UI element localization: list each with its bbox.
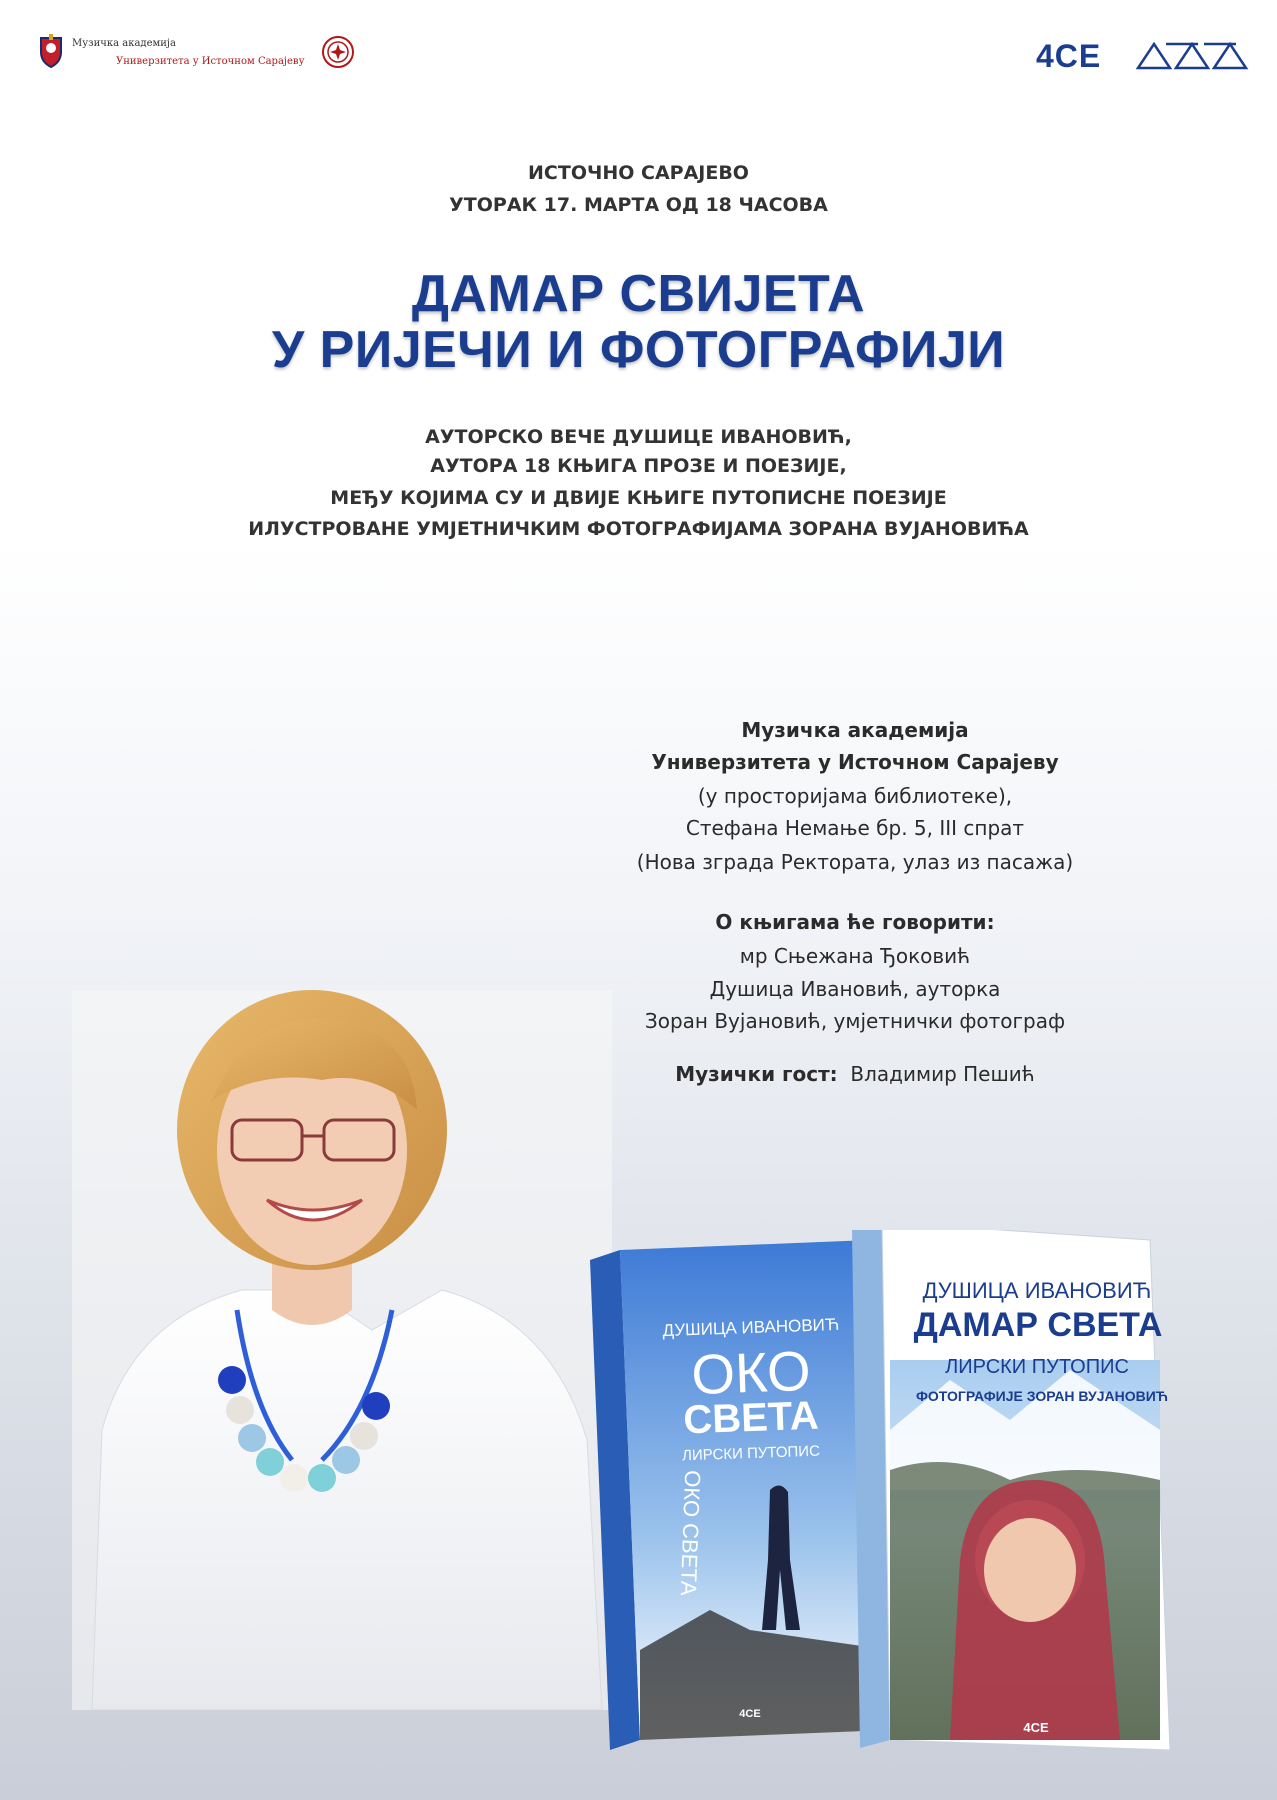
venue-address: Стефана Немање бр. 5, III спрат: [685, 816, 1025, 840]
academy-name-line2: Универзитета у Источном Сарајеву: [116, 56, 305, 67]
book2-author: ДУШИЦА ИВАНОВИЋ: [922, 1278, 1152, 1303]
book1-title-a: ОКО: [690, 1338, 812, 1407]
venue-name-line1: Музичка академија: [741, 718, 969, 742]
speakers-label: О књигама ће говорити:: [715, 910, 995, 934]
book1-publisher: 4CE: [739, 1708, 761, 1720]
event-description-line: ИЛУСТРОВАНЕ УМЈЕТНИЧКИМ ФОТОГРАФИЈАМА ЗОРАНА ВУЈАНОВИЋА: [248, 518, 1029, 540]
venue-room: (у просторијама библиотеке),: [697, 784, 1013, 808]
book1-spine: ОКО СВЕТА: [675, 1469, 706, 1597]
event-city: ИСТОЧНО САРАЈЕВО: [528, 162, 749, 184]
author-photo: [72, 990, 612, 1710]
publisher-logo: [1036, 38, 1246, 78]
speaker-item: мр Сњежана Ђоковић: [739, 944, 971, 968]
venue-building: (Нова зграда Ректората, улаз из пасажа): [636, 850, 1074, 874]
book1-subtitle: ЛИРСКИ ПУТОПИС: [681, 1442, 821, 1465]
crest-icon: [38, 34, 64, 68]
academy-name-line1: Музичка академија: [72, 38, 176, 49]
speaker-item: Зоран Вујановић, умјетнички фотограф: [644, 1009, 1066, 1033]
event-title-line2: У РИЈЕЧИ И ФОТОГРАФИЈИ: [271, 321, 1006, 379]
music-guest-name: Владимир Пешић: [850, 1062, 1035, 1086]
music-guest: [560, 1062, 1150, 1086]
brand-name: 4CE: [1036, 38, 1102, 74]
event-date: УТОРАК 17. МАРТА ОД 18 ЧАСОВА: [449, 194, 828, 216]
event-description-line: АУТОРСКО ВЕЧЕ ДУШИЦЕ ИВАНОВИЋ,: [425, 426, 852, 448]
academy-logo: [38, 34, 368, 76]
event-title-line1: ДАМАР СВИЈЕТА: [411, 265, 866, 323]
book2-title: ДАМАР СВЕТА: [913, 1306, 1163, 1344]
book1-author: ДУШИЦА ИВАНОВИЋ: [662, 1314, 840, 1341]
music-guest-label: Музички гост:: [675, 1062, 838, 1086]
book2-subtitle: ЛИРСКИ ПУТОПИС: [945, 1356, 1129, 1378]
book2-publisher: 4CE: [1023, 1720, 1049, 1735]
book1-title-b: СВЕТА: [682, 1393, 820, 1443]
event-description-line: МЕЂУ КОЈИМА СУ И ДВИЈЕ КЊИГЕ ПУТОПИСНЕ ПОЕЗИЈЕ: [330, 487, 947, 509]
event-description-line: АУТОРА 18 КЊИГА ПРОЗЕ И ПОЕЗИЈЕ,: [430, 455, 847, 477]
venue-name-line2: Универзитета у Источном Сарајеву: [651, 750, 1059, 774]
publisher-mark-icon: [1136, 42, 1256, 70]
university-seal-icon: [322, 36, 354, 68]
speaker-item: Душица Ивановић, ауторка: [709, 977, 1001, 1001]
book2-photographer: ФОТОГРАФИЈЕ ЗОРАН ВУЈАНОВИЋ: [915, 1388, 1169, 1404]
